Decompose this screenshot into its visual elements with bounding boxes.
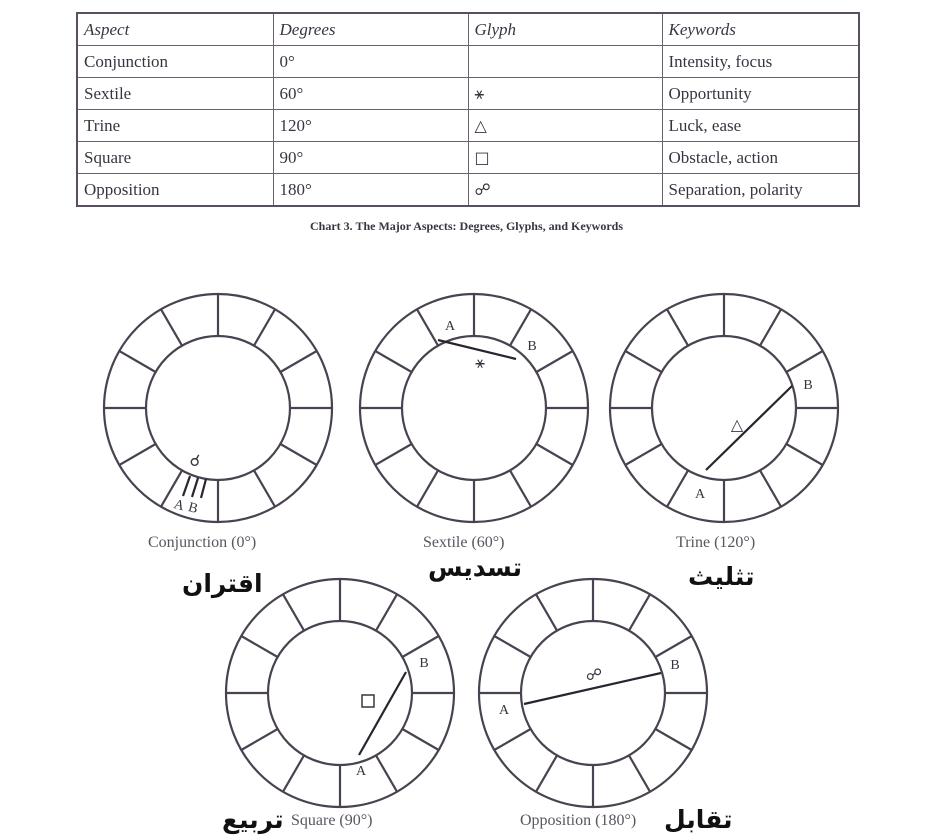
aspect-line-b (192, 478, 198, 497)
planet-label-a: A (444, 319, 456, 334)
house-divider (494, 636, 530, 657)
house-divider (119, 351, 155, 372)
house-divider (254, 309, 275, 345)
inner-ring (402, 336, 546, 480)
house-divider (375, 444, 411, 465)
arabic-sextile: تسديس (428, 553, 522, 582)
cell-glyph: △ (468, 110, 662, 142)
planet-label-b: B (527, 339, 537, 354)
cell-degrees: 0° (273, 46, 468, 78)
house-divider (536, 444, 572, 465)
header-aspect: Aspect (77, 13, 273, 46)
cell-keywords: Separation, polarity (662, 174, 859, 207)
aspect-line (359, 672, 406, 755)
conjunction-glyph: ☌ (189, 451, 201, 470)
house-divider (494, 729, 530, 750)
square-glyph (362, 695, 374, 707)
sextile-glyph: ⚹ (475, 353, 485, 372)
aspect-line-c (201, 479, 206, 498)
header-degrees: Degrees (273, 13, 468, 46)
cell-aspect: Trine (77, 110, 273, 142)
house-divider (667, 309, 688, 345)
caption-conjunction: Conjunction (0°) (148, 534, 257, 551)
house-divider (402, 636, 438, 657)
house-divider (161, 309, 182, 345)
wheel-opposition (479, 579, 707, 807)
house-divider (417, 309, 438, 345)
caption-trine: Trine (120°) (676, 534, 756, 551)
house-divider (402, 729, 438, 750)
inner-ring (652, 336, 796, 480)
house-divider (536, 755, 557, 791)
planet-label-b: B (419, 656, 429, 671)
house-divider (536, 594, 557, 630)
cell-keywords: Opportunity (662, 78, 859, 110)
house-divider (536, 351, 572, 372)
house-divider (760, 309, 781, 345)
planet-label-a: A (694, 487, 706, 502)
inner-ring (268, 621, 412, 765)
cell-aspect: Sextile (77, 78, 273, 110)
cell-degrees: 60° (273, 78, 468, 110)
house-divider (629, 594, 650, 630)
planet-label-a: A (172, 497, 186, 515)
arabic-conjunction: اقتران (182, 569, 263, 598)
house-divider (625, 444, 661, 465)
house-divider (655, 729, 691, 750)
house-divider (280, 351, 316, 372)
house-divider (417, 470, 438, 506)
house-divider (241, 636, 277, 657)
caption-sextile: Sextile (60°) (423, 534, 505, 551)
house-divider (786, 444, 822, 465)
wheel-sextile (360, 294, 588, 522)
planet-label-a: A (355, 764, 367, 779)
house-divider (254, 470, 275, 506)
inner-ring (146, 336, 290, 480)
house-divider (655, 636, 691, 657)
arabic-opposition: تقابل (664, 805, 733, 834)
planet-label-b: B (803, 378, 813, 393)
house-divider (667, 470, 688, 506)
house-divider (786, 351, 822, 372)
house-divider (280, 444, 316, 465)
arabic-square: تربيع (222, 805, 284, 834)
cell-degrees: 180° (273, 174, 468, 207)
trine-glyph: △ (730, 415, 744, 434)
planet-label-b: B (186, 500, 200, 518)
wheel-square (226, 579, 454, 807)
cell-degrees: 90° (273, 142, 468, 174)
house-divider (241, 729, 277, 750)
caption-opposition: Opposition (180°) (520, 812, 637, 829)
aspect-line (706, 386, 792, 470)
house-divider (629, 755, 650, 791)
cell-aspect: Square (77, 142, 273, 174)
house-divider (375, 351, 411, 372)
cell-keywords: Intensity, focus (662, 46, 859, 78)
inner-ring (521, 621, 665, 765)
cell-glyph: ☍ (468, 174, 662, 207)
house-divider (376, 594, 397, 630)
cell-keywords: Obstacle, action (662, 142, 859, 174)
cell-aspect: Conjunction (77, 46, 273, 78)
wheel-trine (610, 294, 838, 522)
planet-label-a: A (498, 703, 510, 718)
house-divider (625, 351, 661, 372)
arabic-trine: تثليث (688, 562, 755, 591)
opposition-glyph: ☍ (585, 665, 603, 684)
aspect-line-a (183, 476, 190, 496)
cell-glyph: ⚹ (468, 78, 662, 110)
cell-aspect: Opposition (77, 174, 273, 207)
planet-label-b: B (670, 658, 680, 673)
house-divider (760, 470, 781, 506)
caption-square: Square (90°) (291, 812, 373, 829)
house-divider (510, 470, 531, 506)
header-keywords: Keywords (662, 13, 859, 46)
house-divider (283, 755, 304, 791)
house-divider (376, 755, 397, 791)
cell-keywords: Luck, ease (662, 110, 859, 142)
header-glyph: Glyph (468, 13, 662, 46)
chart-caption: Chart 3. The Major Aspects: Degrees, Glyphs, and Keywords (310, 219, 623, 233)
cell-glyph: □ (468, 142, 662, 174)
wheel-conjunction (104, 294, 332, 522)
house-divider (119, 444, 155, 465)
cell-degrees: 120° (273, 110, 468, 142)
house-divider (283, 594, 304, 630)
